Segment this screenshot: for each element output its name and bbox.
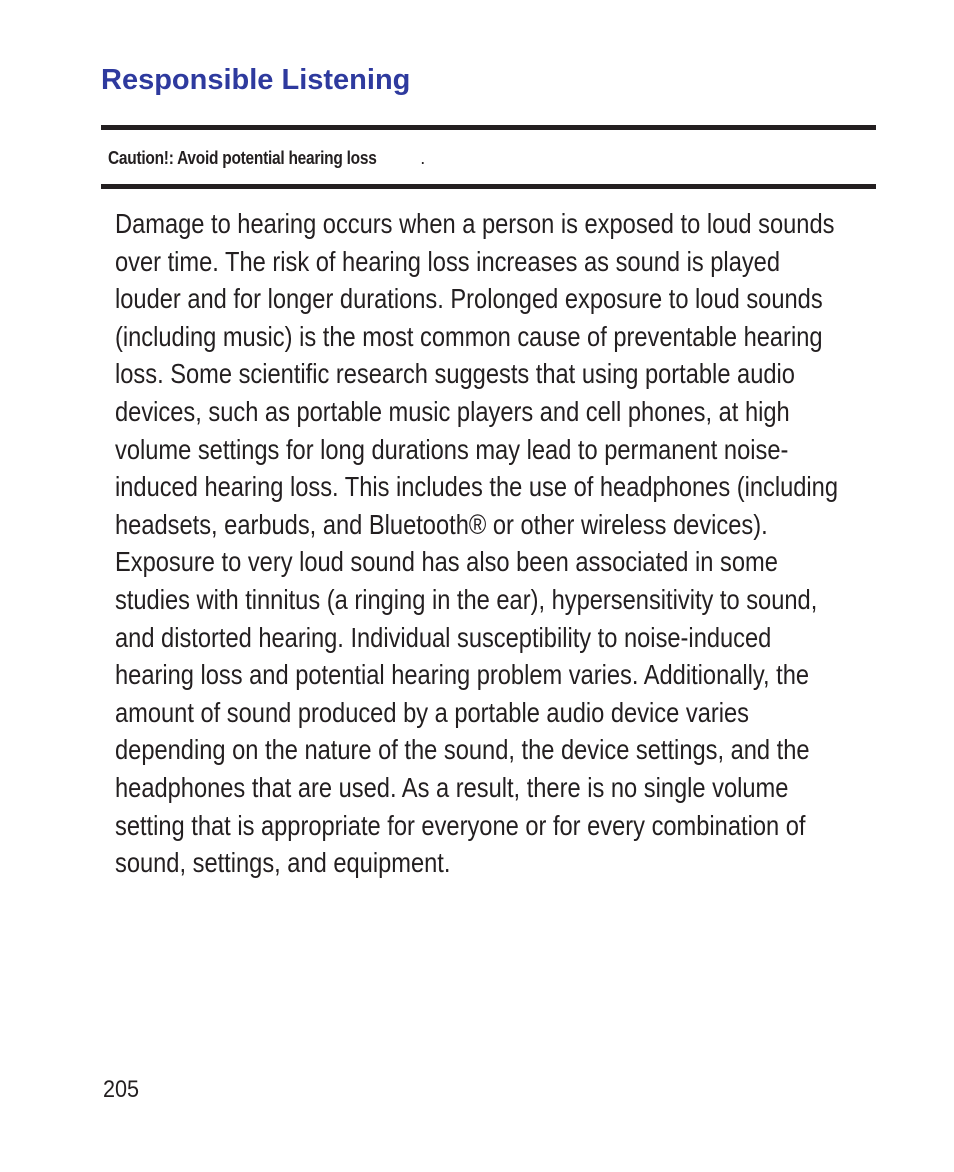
body-line: devices, such as portable music players and cell phones, at high	[115, 395, 790, 427]
body-line: louder and for longer durations. Prolonged exposure to loud sounds	[115, 283, 823, 315]
body-line: Damage to hearing occurs when a person is exposed to loud sounds	[115, 208, 835, 239]
body-line: loss. Some scientific research suggests that using portable audio	[115, 358, 795, 390]
body-line: induced hearing loss. This includes the use of headphones (including	[115, 471, 839, 503]
body-line: Exposure to very loud sound has also been associated in some	[115, 546, 778, 578]
section-heading: Responsible Listening	[101, 64, 411, 96]
body-line: headphones that are used. As a result, there is no single volume	[115, 771, 789, 803]
caution-box	[101, 125, 876, 189]
body-line: headsets, earbuds, and Bluetooth® or other wireless devices).	[115, 508, 768, 540]
body-line: volume settings for long durations may lead to permanent noise-	[115, 433, 789, 465]
body-paragraph	[115, 205, 875, 882]
body-line: sound, settings, and equipment.	[115, 847, 451, 879]
caution-label: Caution!: Avoid potential hearing loss	[108, 148, 377, 168]
body-line: hearing loss and potential hearing problem varies. Additionally, the	[115, 659, 810, 691]
body-line: depending on the nature of the sound, the device settings, and the	[115, 734, 810, 766]
body-line: and distorted hearing. Individual susceptibility to noise-induced	[115, 621, 772, 653]
page-number: 205	[103, 1076, 140, 1103]
caution-note	[108, 146, 425, 170]
body-line: over time. The risk of hearing loss increases as sound is played	[115, 245, 781, 277]
body-line: (including music) is the most common cause of preventable hearing	[115, 320, 823, 352]
body-line: studies with tinnitus (a ringing in the ear), hypersensitivity to sound,	[115, 583, 818, 615]
caution-period: .	[420, 148, 425, 168]
body-line: setting that is appropriate for everyone or for every combination of	[115, 809, 806, 841]
body-line: amount of sound produced by a portable audio device varies	[115, 696, 749, 728]
